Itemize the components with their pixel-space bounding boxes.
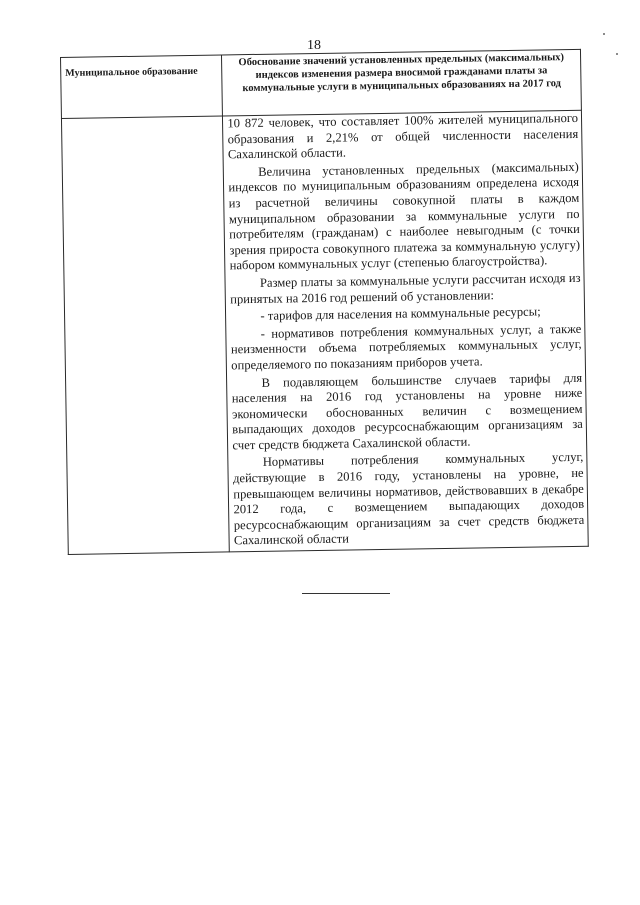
list-item-tariffs: - тарифов для населения на коммунальные ресурсы; — [260, 304, 541, 324]
justification-table — [60, 49, 589, 555]
paragraph-consumption-norms: Нормативы потребления коммунальных услуг, действующие в 2016 году, установлены на уровне, не превышающем величины нормативов, действовавших в декабре 2012 года, с возмещением выпадающих доходов ресурсоснабжающим организациям за счет средств бюджета Сахалинской области — [232, 450, 585, 548]
end-separator-line — [302, 593, 390, 594]
table-row — [61, 110, 588, 554]
cell-municipality — [61, 116, 229, 555]
header-justification: Обоснование значений установленных предельных (максимальных) индексов изменения размера вносимой гражданами платы за коммунальные услуги в муниципальных образованиях на 2017 год — [222, 49, 582, 116]
paragraph-index-value: Величина установленных предельных (максимальных) индексов по муниципальным образованиям определена исходя из расчетной величины совокупной платы в каждом муниципальном образовании за коммунальные услуги по потребителям (гражданам) с наиболее невыгодным (с точки зрения прироста совокупного платежа за коммунальную услугу) набором коммунальных услуг (степенью благоустройства). — [228, 159, 581, 273]
paragraph-tariffs-majority: В подавляющем большинстве случаев тарифы для населения на 2016 год установлены на уровне ниже экономически обоснованных величин с возмещением выпадающих доходов ресурсоснабжающим организациям за счет средств бюджета Сахалинской области. — [231, 370, 583, 453]
page-number: 18 — [307, 38, 321, 53]
paragraph-payment-size: Размер платы за коммунальные услуги рассчитан исходя из принятых на 2016 год решений об установлении: — [230, 270, 581, 306]
header-municipality: Муниципальное образование — [61, 55, 223, 119]
scan-speck — [603, 33, 605, 35]
cell-justification — [223, 110, 588, 552]
paragraph-population: 10 872 человек, что составляет 100% жителей муниципального образования и 2,21% от общей численности населения Сахалинской области. — [227, 110, 579, 162]
list-item-norms: - нормативов потребления коммунальных услуг, а также неизменности объема потребляемых коммунальных услуг, определяемого по показаниям приборов учета. — [230, 321, 582, 373]
table-header-row — [61, 49, 582, 118]
scan-speck — [616, 53, 618, 55]
